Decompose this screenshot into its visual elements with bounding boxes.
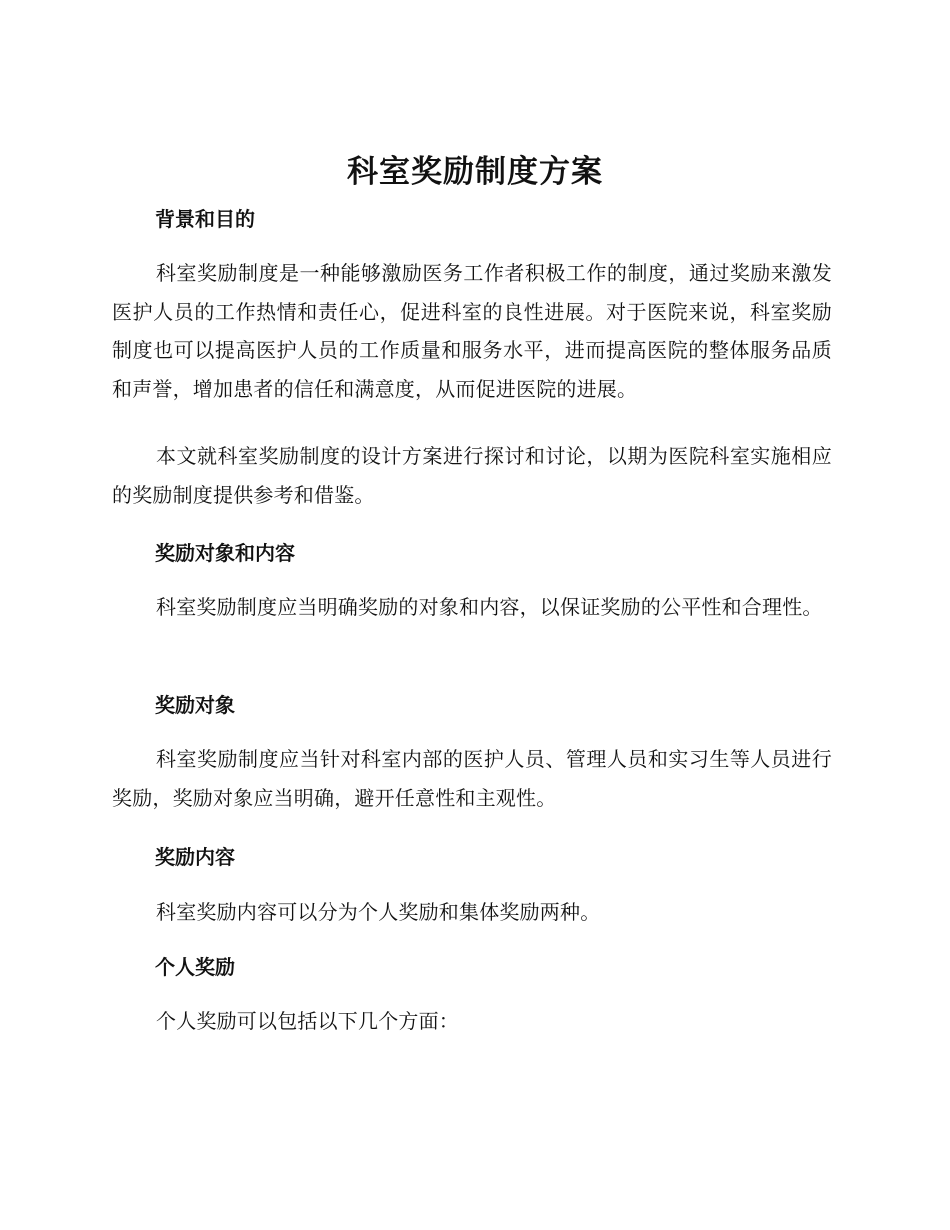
paragraph-background-2: 本文就科室奖励制度的设计方案进行探讨和讨论，以期为医院科室实施相应的奖励制度提供参考和借鉴。 — [112, 444, 832, 507]
paragraph-individual-reward: 个人奖励可以包括以下几个方面： — [156, 1009, 459, 1033]
section-heading-reward-targets-content: 奖励对象和内容 — [155, 541, 295, 565]
paragraph-reward-targets: 科室奖励制度应当针对科室内部的医护人员、管理人员和实习生等人员进行奖励，奖励对象应当明确，避开任意性和主观性。 — [112, 747, 832, 810]
section-heading-background: 背景和目的 — [155, 207, 255, 231]
section-heading-individual-reward: 个人奖励 — [155, 955, 235, 979]
paragraph-reward-targets-content: 科室奖励制度应当明确奖励的对象和内容，以保证奖励的公平性和合理性。 — [156, 595, 823, 619]
document-title: 科室奖励制度方案 — [347, 154, 603, 190]
section-heading-reward-content: 奖励内容 — [155, 845, 235, 869]
section-heading-reward-targets: 奖励对象 — [155, 693, 235, 717]
paragraph-reward-content: 科室奖励内容可以分为个人奖励和集体奖励两种。 — [156, 900, 601, 924]
paragraph-background-1: 科室奖励制度是一种能够激励医务工作者积极工作的制度，通过奖励来激发医护人员的工作热情和责任心，促进科室的良性进展。对于医院来说，科室奖励制度也可以提高医护人员的工作质量和服务水平，进而提高医院的整体服务品质和声誉，增加患者的信任和满意度，从而促进医院的进展。 — [112, 261, 832, 401]
